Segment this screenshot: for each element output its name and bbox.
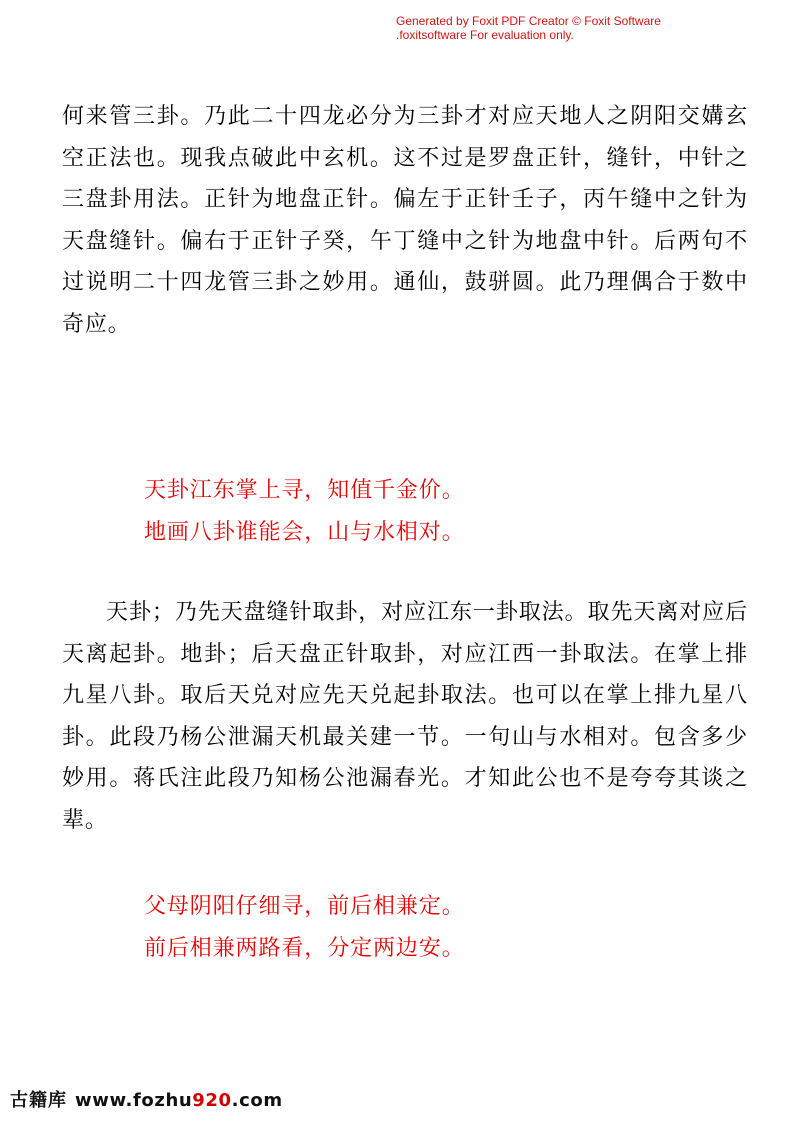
site-name: 古籍库 [10, 1090, 67, 1111]
commentary-paragraph-1: 何来管三卦。乃此二十四龙必分为三卦才对应天地人之阴阳交媾玄空正法也。现我点破此中玄机。这不过是罗盘正针，缝针，中针之三盘卦用法。正针为地盘正针。偏左于正针壬子，丙午缝中之针为天盘缝针。偏右于正针子癸，午丁缝中之针为地盘中针。后两句不过说明二十四龙管三卦之妙用。通仙，鼓骈圆。此乃理偶合于数中奇应。 [62, 104, 748, 337]
verse-line: 父母阴阳仔细寻，前后相兼定。 [144, 894, 465, 919]
verse-block-2 [144, 886, 465, 969]
paragraph-text: 天卦；乃先天盘缝针取卦，对应江东一卦取法。取先天离对应后天离起卦。地卦；后天盘正针取卦，对应江西一卦取法。在掌上排九星八卦。取后天兑对应先天兑起卦取法。也可以在掌上排九星八卦。此段乃杨公泄漏天机最关建一节。一句山与水相对。包含多少妙用。蒋氏注此段乃知杨公池漏春光。才知此公也不是夸夸其谈之辈。 [62, 600, 748, 833]
commentary-paragraph-2 [62, 592, 748, 842]
site-url-suffix: .com [231, 1090, 283, 1111]
verse-line: 天卦江东掌上寻，知值千金价。 [144, 478, 465, 503]
watermark-line-2: .foxitsoftware For evaluation only. [396, 28, 574, 42]
watermark-line-1: Generated by Foxit PDF Creator © Foxit Software [396, 14, 661, 28]
site-footer-logo [10, 1088, 283, 1114]
verse-line: 地画八卦谁能会，山与水相对。 [144, 519, 465, 545]
verse-line: 前后相兼两路看，分定两边安。 [144, 935, 465, 961]
verse-block-1 [144, 470, 465, 553]
site-url-number: 920 [192, 1090, 232, 1111]
foxit-watermark [396, 14, 661, 42]
site-url-prefix: www.fozhu [75, 1090, 193, 1111]
